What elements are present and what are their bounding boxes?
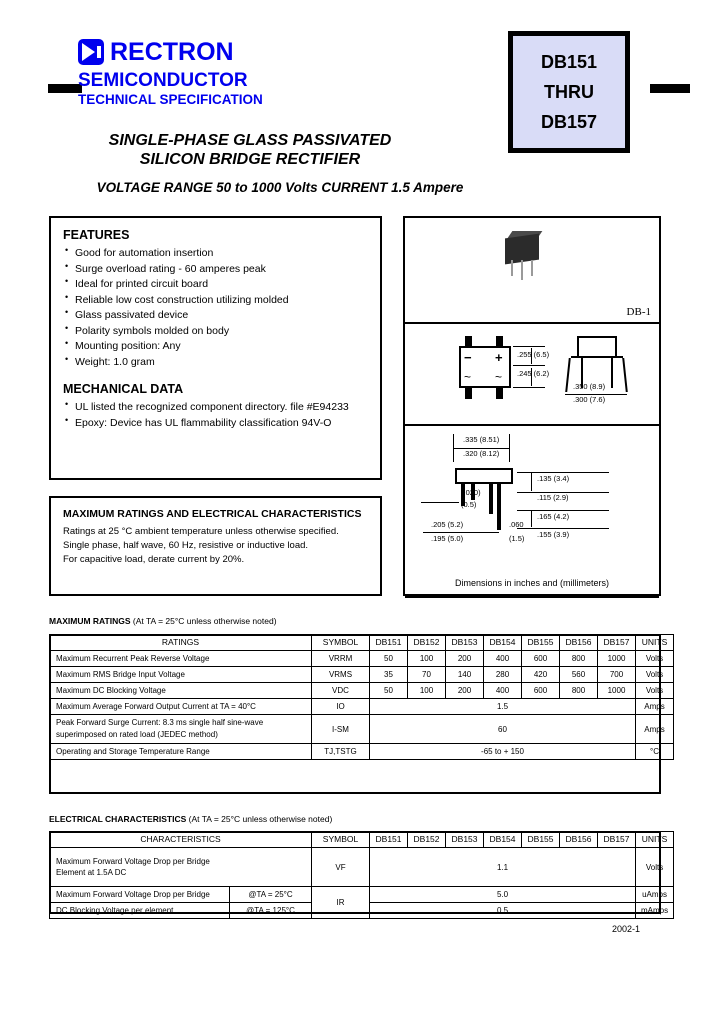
characteristic-value-span: 0.5 <box>370 903 636 919</box>
dimension-width-min: .300 (7.6) <box>573 395 606 404</box>
package-photo-label: DB-1 <box>626 306 651 318</box>
rating-value: 800 <box>560 683 598 699</box>
column-header-symbol: SYMBOL <box>312 832 370 848</box>
drawing-caption: Dimensions in inches and (millimeters) <box>454 578 610 588</box>
rating-units: °C <box>636 744 674 760</box>
brand-name: RECTRON <box>110 38 234 66</box>
list-item: • UL listed the recognized component directory. file #E94233 <box>63 400 368 416</box>
dimension-lead-thickness-in: (.020) <box>461 488 481 497</box>
part-number-thru: THRU <box>544 82 594 102</box>
table-row <box>50 651 674 667</box>
rating-label: Peak Forward Surge Current: 8.3 ms single half sine-wave superimposed on rated load (JEDEC method) <box>50 715 312 744</box>
column-header-db153: DB153 <box>446 635 484 651</box>
package-drawing-panel <box>403 216 661 596</box>
front-view-outline <box>509 346 511 388</box>
front-view-pin <box>496 336 503 346</box>
dimension-line <box>517 528 609 529</box>
package-photo-lead <box>511 260 513 276</box>
brand-subtitle: SEMICONDUCTOR <box>78 70 248 91</box>
characteristic-value-span: 5.0 <box>370 887 636 903</box>
dimension-height-max: .255 (6.5) <box>517 350 550 359</box>
document-title <box>0 131 500 169</box>
mechanical-data-heading: MECHANICAL DATA <box>63 382 184 396</box>
page-header <box>0 0 720 195</box>
column-header-db157: DB157 <box>598 832 636 848</box>
rating-value: 400 <box>484 683 522 699</box>
dimension-line <box>513 365 545 366</box>
table-row <box>50 744 674 760</box>
table-header-row <box>50 832 674 848</box>
list-item: • Ideal for printed circuit board <box>63 277 368 293</box>
characteristic-condition: @TA = 25°C <box>230 887 312 903</box>
column-header-units: UNITS <box>636 635 674 651</box>
rating-value: 140 <box>446 667 484 683</box>
rating-symbol: TJ,TSTG <box>312 744 370 760</box>
rating-units: Volts <box>636 651 674 667</box>
polarity-ac-icon: ~ <box>495 370 503 384</box>
column-header-db154: DB154 <box>484 635 522 651</box>
column-header-units: UNITS <box>636 832 674 848</box>
rating-symbol: VRRM <box>312 651 370 667</box>
max-ratings-table-title <box>49 616 277 626</box>
bottom-view-lead <box>497 484 501 530</box>
document-title-line1: SINGLE-PHASE GLASS PASSIVATED <box>108 132 392 149</box>
column-header-db157: DB157 <box>598 635 636 651</box>
dimension-arrow <box>531 473 532 491</box>
package-bottom-view <box>405 426 659 598</box>
rating-label: Maximum RMS Bridge Input Voltage <box>50 667 312 683</box>
ratings-note-line1: Ratings at 25 °C ambient temperature unless otherwise specified. <box>63 526 339 537</box>
rating-value: 1000 <box>598 683 636 699</box>
characteristic-units: mAmps <box>636 903 674 919</box>
table-row <box>50 887 674 903</box>
column-header-characteristics: CHARACTERISTICS <box>50 832 312 848</box>
list-item: • Mounting position: Any <box>63 339 368 355</box>
characteristic-condition: @TA = 125°C <box>230 903 312 919</box>
dimension-body-width-max: .335 (8.51) <box>463 435 500 444</box>
dimension-pitch-max: .205 (5.2) <box>431 520 464 529</box>
document-title-line2: SILICON BRIDGE RECTIFIER <box>139 151 361 168</box>
table-row <box>50 683 674 699</box>
rating-value: 200 <box>446 683 484 699</box>
characteristic-units: Volts <box>636 848 674 887</box>
table-row <box>50 667 674 683</box>
rating-value: 35 <box>370 667 408 683</box>
rating-value: 800 <box>560 651 598 667</box>
table-header-row <box>50 635 674 651</box>
rating-value: 600 <box>522 651 560 667</box>
brand-tagline: TECHNICAL SPECIFICATION <box>78 92 263 107</box>
header-rule-left <box>48 84 82 93</box>
rectron-mark-icon <box>78 39 104 65</box>
characteristic-symbol: VF <box>312 848 370 887</box>
side-view-outline <box>577 336 579 358</box>
document-subtitle: VOLTAGE RANGE 50 to 1000 Volts CURRENT 1.5 Ampere <box>96 180 464 195</box>
characteristic-label-line2: Element at 1.5A DC <box>56 868 127 877</box>
rating-value: 50 <box>370 651 408 667</box>
dimension-thickness-mm: (1.5) <box>509 534 525 543</box>
electrical-title-note: (At TA = 25°C unless otherwise noted) <box>186 814 333 824</box>
ratings-note-line2: Single phase, half wave, 60 Hz, resistive or inductive load. <box>63 540 309 551</box>
dimension-thickness-in: .060 <box>509 520 524 529</box>
rating-label: Maximum Average Forward Output Current at TA = 40°C <box>50 699 312 715</box>
dimension-line <box>421 502 459 503</box>
front-view-outline <box>459 346 461 388</box>
characteristic-value-span: 1.1 <box>370 848 636 887</box>
bottom-view-outline <box>455 468 513 470</box>
table-row <box>50 848 674 887</box>
rating-symbol: VRMS <box>312 667 370 683</box>
bottom-view-lead <box>489 484 493 514</box>
rating-units: Amps <box>636 715 674 744</box>
dimension-lead-len1-max: .135 (3.4) <box>537 474 570 483</box>
characteristic-label: DC Blocking Voltage per element <box>50 903 230 919</box>
column-header-db151: DB151 <box>370 832 408 848</box>
list-item: • Polarity symbols molded on body <box>63 324 368 340</box>
front-view-outline <box>459 346 511 348</box>
electrical-table-title <box>49 814 332 824</box>
rating-value: 1000 <box>598 651 636 667</box>
characteristic-units: uAmps <box>636 887 674 903</box>
rating-value: 100 <box>408 683 446 699</box>
rating-symbol: VDC <box>312 683 370 699</box>
column-header-symbol: SYMBOL <box>312 635 370 651</box>
rating-value-span: -65 to + 150 <box>370 744 636 760</box>
characteristic-symbol: IR <box>312 887 370 919</box>
rating-value: 600 <box>522 683 560 699</box>
company-logo <box>78 36 378 108</box>
electrical-characteristics-table <box>49 831 674 919</box>
rating-symbol: IO <box>312 699 370 715</box>
list-item: • Reliable low cost construction utilizing molded <box>63 293 368 309</box>
max-ratings-title-note: (At TA = 25°C unless otherwise noted) <box>130 616 277 626</box>
polarity-plus-icon: + <box>495 350 503 365</box>
rating-units: Volts <box>636 683 674 699</box>
ratings-note-line3: For capacitive load, derate current by 20%. <box>63 554 245 565</box>
dimension-extension <box>509 434 510 462</box>
package-photo-area <box>405 218 659 324</box>
characteristic-label-line1: Maximum Forward Voltage Drop per Bridge <box>56 857 210 866</box>
rating-value-span: 1.5 <box>370 699 636 715</box>
rating-label: Operating and Storage Temperature Range <box>50 744 312 760</box>
side-view-outline <box>571 356 623 358</box>
rating-value: 420 <box>522 667 560 683</box>
ratings-note-panel <box>49 496 382 596</box>
dimension-line <box>513 346 545 347</box>
package-photo-lead <box>531 260 533 276</box>
dimension-body-width-min: .320 (8.12) <box>463 449 500 458</box>
list-item: • Glass passivated device <box>63 308 368 324</box>
side-view-lead <box>622 358 628 392</box>
rating-value: 100 <box>408 651 446 667</box>
column-header-db152: DB152 <box>408 832 446 848</box>
package-photo-lead <box>521 260 523 280</box>
column-header-db155: DB155 <box>522 635 560 651</box>
dimension-lead-thickness-mm: (0.5) <box>461 500 477 509</box>
front-view-pin <box>465 336 472 346</box>
side-view-lead <box>565 358 571 392</box>
column-header-ratings: RATINGS <box>50 635 312 651</box>
ratings-note-heading: MAXIMUM RATINGS AND ELECTRICAL CHARACTERISTICS <box>63 508 362 520</box>
list-item: • Epoxy: Device has UL flammability classification 94V-O <box>63 416 368 432</box>
electrical-title-bold: ELECTRICAL CHARACTERISTICS <box>49 814 187 824</box>
rating-value: 560 <box>560 667 598 683</box>
rating-symbol: I-SM <box>312 715 370 744</box>
rating-units: Amps <box>636 699 674 715</box>
dimension-pitch-min: .195 (5.0) <box>431 534 464 543</box>
rating-value: 200 <box>446 651 484 667</box>
features-list <box>63 246 368 370</box>
column-header-db151: DB151 <box>370 635 408 651</box>
side-view-lead <box>611 358 613 388</box>
front-view-pin <box>465 388 472 399</box>
rating-value-span: 60 <box>370 715 636 744</box>
list-item: • Surge overload rating - 60 amperes peak <box>63 262 368 278</box>
footer-date-code: 2002-1 <box>612 924 641 934</box>
rating-units: Volts <box>636 667 674 683</box>
part-number-last: DB157 <box>540 112 598 132</box>
dimension-lead-len2-min: .155 (3.9) <box>537 530 570 539</box>
mechanical-data-list <box>63 400 368 431</box>
polarity-ac-icon: ~ <box>464 370 472 384</box>
dimension-line <box>513 387 545 388</box>
part-number-box <box>508 31 630 153</box>
list-item: • Weight: 1.0 gram <box>63 355 368 371</box>
rating-value: 280 <box>484 667 522 683</box>
dimension-arrow <box>531 511 532 527</box>
column-header-db154: DB154 <box>484 832 522 848</box>
list-item: • Good for automation insertion <box>63 246 368 262</box>
column-header-db155: DB155 <box>522 832 560 848</box>
dimension-lead-len1-min: .115 (2.9) <box>537 493 569 502</box>
features-heading: FEATURES <box>63 228 130 242</box>
column-header-db156: DB156 <box>560 635 598 651</box>
characteristic-label <box>50 848 312 887</box>
table-row <box>50 715 674 744</box>
rating-value: 700 <box>598 667 636 683</box>
polarity-minus-icon: − <box>464 350 472 365</box>
dimension-line <box>423 532 499 533</box>
rating-label: Maximum Recurrent Peak Reverse Voltage <box>50 651 312 667</box>
rating-value: 400 <box>484 651 522 667</box>
column-header-db156: DB156 <box>560 832 598 848</box>
features-panel <box>49 216 382 480</box>
side-view-outline <box>615 336 617 358</box>
dimension-lead-len2-max: .165 (4.2) <box>537 512 570 521</box>
side-view-outline <box>577 336 617 338</box>
max-ratings-title-bold: MAXIMUM RATINGS <box>49 616 131 626</box>
dimension-height-min: .245 (6.2) <box>517 369 550 378</box>
table-row <box>50 699 674 715</box>
part-number-first: DB151 <box>540 52 598 72</box>
header-rule-right <box>650 84 690 93</box>
max-ratings-table <box>49 634 674 760</box>
column-header-db152: DB152 <box>408 635 446 651</box>
rating-label: Maximum DC Blocking Voltage <box>50 683 312 699</box>
dimension-width-max: .350 (8.9) <box>573 382 606 391</box>
package-front-side-views <box>405 324 659 426</box>
front-view-pin <box>496 388 503 399</box>
rating-value: 70 <box>408 667 446 683</box>
column-header-db153: DB153 <box>446 832 484 848</box>
package-photo-icon <box>501 236 547 272</box>
characteristic-label: Maximum Forward Voltage Drop per Bridge <box>50 887 230 903</box>
rating-value: 50 <box>370 683 408 699</box>
